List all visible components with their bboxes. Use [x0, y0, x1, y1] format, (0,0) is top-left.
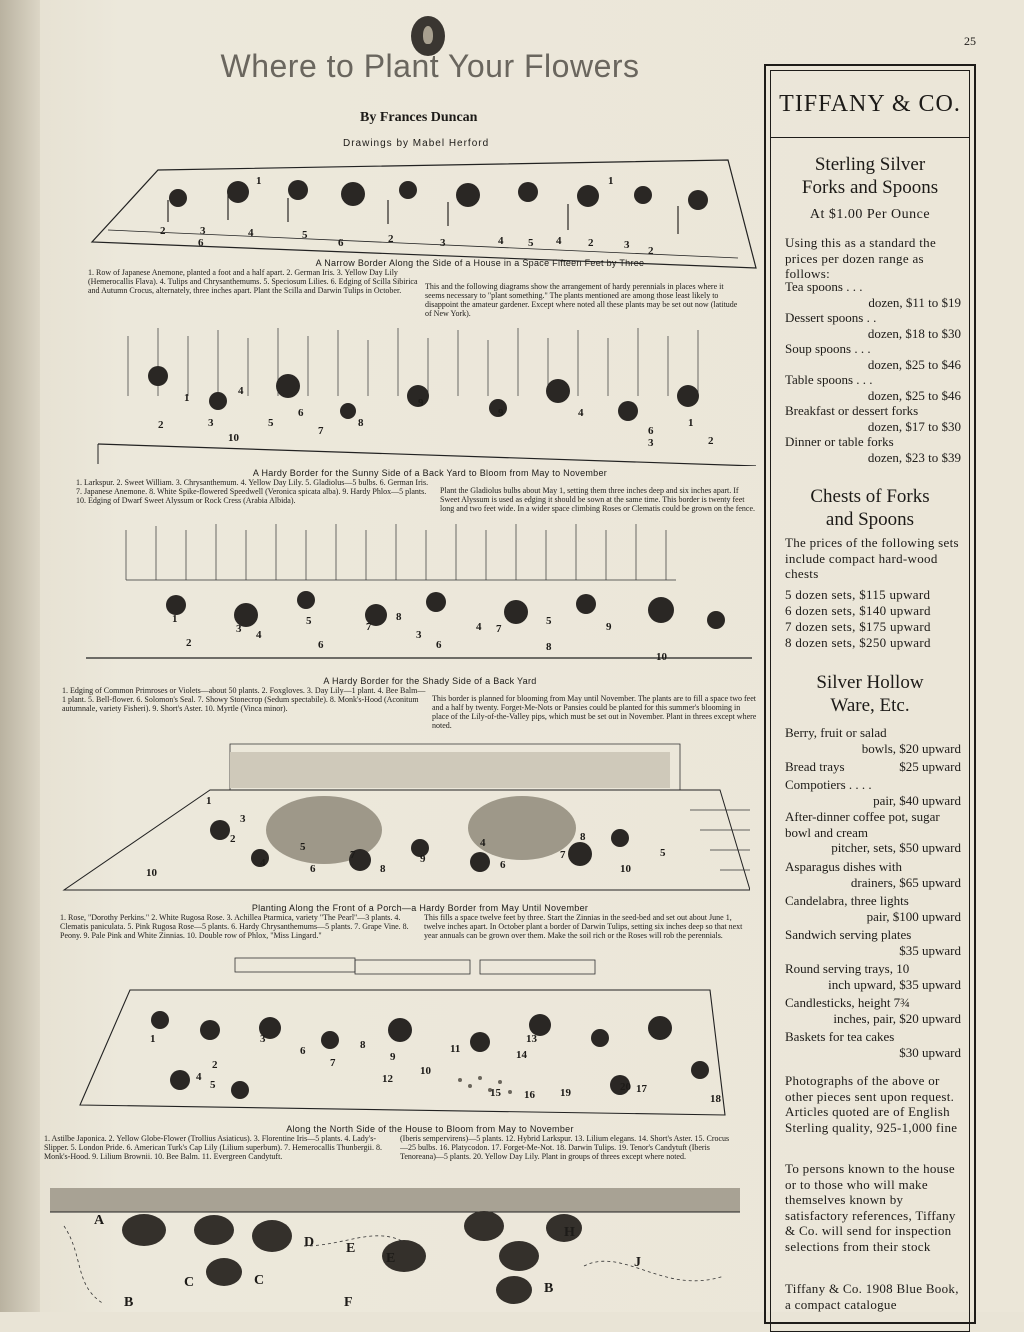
plant-label: 5 [306, 615, 312, 627]
plant-label: 6 [298, 407, 304, 419]
diagram-narrow-border [88, 150, 758, 275]
plant-label: 6 [300, 1045, 306, 1057]
diagram1-caption: A Narrow Border Along the Side of a House in a Space Fifteen Feet by Three [315, 258, 645, 268]
ad-price-row [785, 403, 961, 434]
plant-label: B [544, 1281, 554, 1296]
ad-item-name: Candelabra, three lights [785, 893, 909, 908]
plant-label: 3 [416, 629, 422, 641]
plant-label: 9 [498, 407, 504, 419]
plant-label: 3 [236, 623, 242, 635]
diagram5-note: (Iberis sempervirens)—5 plants. 12. Hybrid Larkspur. 13. Lilium elegans. 14. Short's Aster. 15. Crocus—25 bulbs. 16. Platycodon. 17. Forget-Me-Not. 18. Darwin Tulips. 19. Tenor's Candytuft (Iberis Tenoreana)—5 plants. 20. Yellow Day Lily. Plant in groups of threes except where noted. [400, 1134, 730, 1161]
ad-photos-text: Photographs of the above or other pieces sent upon request. Articles quoted are of English Sterling quality, 925-1,000 fine [785, 1073, 958, 1135]
page-number: 25 [964, 34, 976, 48]
ad-item-price: bowls, $20 upward [861, 740, 961, 756]
plant-label: 8 [358, 417, 364, 429]
plant-label: 3 [208, 417, 214, 429]
plant-label: 3 [624, 239, 630, 251]
plant-label: 4 [196, 1071, 202, 1083]
ad-item-price: pitcher, sets, $50 upward [831, 840, 961, 855]
ad-item-price: dozen, $18 to $30 [867, 325, 961, 341]
plant-label: 8 [546, 641, 552, 653]
page-gutter [0, 0, 40, 1312]
plant-label: 4 [238, 385, 244, 397]
ad-price-row [785, 777, 961, 808]
ad-item-name: Table spoons . . . [785, 372, 873, 387]
ad-item-name: Candlesticks, height 7¾ [785, 995, 910, 1010]
ad-section1-subtitle: At $1.00 Per Ounce [809, 207, 931, 222]
plant-label: 5 [660, 847, 666, 859]
ad-item-price: $35 upward [899, 942, 961, 958]
plant-label: 8 [396, 611, 402, 623]
ad-price-row [785, 725, 961, 756]
plant-label: 5 [302, 229, 308, 241]
plant-label: C [254, 1273, 265, 1288]
plant-label: 10 [228, 432, 239, 444]
plant-label: 17 [636, 1083, 647, 1095]
plant-label: 4 [480, 837, 486, 849]
plant-label: 9 [420, 853, 426, 865]
plant-label: 19 [560, 1087, 571, 1099]
plant-label: 1 [256, 175, 262, 187]
ad-item-name: Asparagus dishes with [785, 859, 902, 874]
plant-label: 16 [524, 1089, 535, 1101]
ad-section3-title: Silver Hollow Ware, Etc. [816, 672, 924, 716]
plant-label: 3 [648, 437, 654, 449]
ad-price-row [785, 809, 961, 856]
diagram3-legend: 1. Edging of Common Primroses or Violets—about 50 plants. 2. Foxgloves. 3. Day Lily—1 plant. 4. Bee Balm—1 plant. 5. Bell-flower. 6. Solomon's Seal. 7. Showy Stonecrop (Sedum spectabile). 8. Monk's-Hood (Aconitum autumnale, variety Fisheri). 9. Short's Aster. 10. Myrtle (Vinca minor). [62, 686, 426, 713]
ad-section1-intro: Using this as a standard the prices per dozen range as follows: [785, 235, 937, 281]
diagram3-caption: A Hardy Border for the Shady Side of a Back Yard [323, 676, 537, 686]
plant-label: 3 [240, 813, 246, 825]
diagram1-note: This and the following diagrams show the arrangement of hardy perennials in places where it seems necessary to "plant something." The plants mentioned are among those least likely to disappoint the amateur gardener. Except where noted all these plants may be set out now (latitude of New York). [425, 282, 738, 318]
plant-label: 1 [206, 795, 212, 807]
diagram2-note: Plant the Gladiolus bulbs about May 1, setting them three inches deep and six inches apart. If Sweet Alyssum is used as edging it should be sown at the same time. This border is twenty feet long and two feet wide. In a wider space climbing Roses or Clematis could be grown on the fence. [440, 486, 756, 513]
plant-label: 3 [200, 225, 206, 237]
ad-item-name: Soup spoons . . . [785, 341, 871, 356]
plant-label: 10 [620, 863, 631, 875]
ad-item-price: $25 upward [899, 759, 961, 774]
ad-price-row [785, 995, 961, 1026]
plant-label: 8 [360, 1039, 366, 1051]
ad-item-price: drainers, $65 upward [850, 874, 961, 890]
plant-label: 1 [608, 175, 614, 187]
plant-label: 5 [210, 1079, 216, 1091]
ad-item-name: Tea spoons . . . [785, 279, 863, 294]
plant-label: 1 [172, 613, 178, 625]
ad-set-row: 7 dozen sets, $175 upward [785, 619, 931, 634]
plant-label: 11 [450, 1043, 461, 1055]
diagram4-caption: Planting Along the Front of a Porch—a Hardy Border from May Until November [251, 903, 589, 913]
plant-label: F [344, 1295, 353, 1310]
diagram-narrow-border-drawing [88, 150, 758, 275]
ad-brand: TIFFANY & CO. [771, 71, 969, 138]
ad-section1-title: Sterling Silver Forks and Spoons [801, 154, 939, 198]
ad-price-row [785, 927, 961, 958]
diagram2-caption: A Hardy Border for the Sunny Side of a Back Yard to Bloom from May to November [252, 468, 608, 478]
plant-label: 1 [150, 1033, 156, 1045]
diagram4-legend: 1. Rose, "Dorothy Perkins." 2. White Rugosa Rose. 3. Achillea Ptarmica, variety "The Pearl"—3 plants. 4. Clematis paniculata. 5. Pink Rugosa Rose—5 plants. 6. Hardy Chrysanthemums—5 plants. 7. Grape Vine. 8. Peony. 9. Pale Pink and White Zinnias. 10. Double row of Phlox, "Miss Lingard." [60, 913, 409, 940]
plant-label: 1 [688, 417, 694, 429]
diagram5-legend: 1. Astilbe Japonica. 2. Yellow Globe-Flower (Trollius Asiaticus). 3. Florentine Iris—5 plants. 4. Lady's-Slipper. 5. London Pride. 6. American Turk's Cap Lily (Lilium superbum). 7. Hemerocallis Thunbergii. 8. Monk's-Hood. 9. Lilium Brownii. 10. Bee Balm. 11. Evergreen Candytuft. [44, 1134, 382, 1161]
plant-label: 2 [212, 1059, 218, 1071]
ad-price-row [785, 759, 961, 775]
diagram2-legend: 1. Larkspur. 2. Sweet William. 3. Chrysanthemum. 4. Yellow Day Lily. 5. Gladiolus—5 bulbs. 6. German Iris. 7. Japanese Anemone. 8. White Spike-flowered Speedwell (Veronica spicata alba). 9. Hardy Phlox—5 plants. 10. Edging of Dwarf Sweet Alyssum or Rock Cress (Arabia Albida). [76, 478, 429, 505]
plant-label: 4 [578, 407, 584, 419]
plant-label: D [304, 1235, 315, 1250]
ad-item-price: inches, pair, $20 upward [833, 1010, 961, 1026]
ad-price-row [785, 893, 961, 924]
ad-price-row [785, 434, 961, 465]
plant-label: 7 [560, 849, 566, 861]
ad-item-price: dozen, $17 to $30 [867, 418, 961, 434]
plant-label: 2 [708, 435, 714, 447]
plant-label: 12 [382, 1073, 393, 1085]
plant-label: 6 [500, 859, 506, 871]
ad-item-name: Compotiers . . . . [785, 777, 872, 792]
tiffany-advertisement [764, 64, 976, 1324]
diagram1-legend: 1. Row of Japanese Anemone, planted a foot and a half apart. 2. German Iris. 3. Yellow Day Lily (Hemerocallis Flava). 4. Tulips and Chrysanthemums. 5. Speciosum Lilies. 6. Edging of Scilla Sibirica and Autumn Crocus, alternately, three inches apart. Plant the Scilla and Darwin Tulips in October. [88, 268, 418, 295]
ad-item-price: dozen, $25 to $46 [867, 387, 961, 403]
plant-label: 6 [436, 639, 442, 651]
plant-label: E [346, 1241, 356, 1256]
plant-label: 8 [380, 863, 386, 875]
ad-price-row [785, 961, 961, 992]
ad-item-name: Bread trays [785, 759, 845, 774]
diagram-north-side-drawing [60, 950, 750, 1122]
diagram-shady-border-drawing [76, 520, 756, 670]
illustrator-credit: Drawings by Mabel Herford [343, 138, 490, 149]
plant-label: C [184, 1275, 195, 1290]
ad-item-name: Berry, fruit or salad [785, 725, 887, 740]
ad-set-row: 5 dozen sets, $115 upward [785, 587, 931, 602]
diagram5-caption: Along the North Side of the House to Bloom from May to November [286, 1124, 574, 1134]
diagram-sunny-border-drawing [88, 316, 758, 466]
plant-label: 1 [184, 392, 190, 404]
plant-label: H [564, 1225, 575, 1240]
plant-label: 13 [526, 1033, 537, 1045]
ad-price-row [785, 310, 961, 341]
plant-label: 6 [648, 425, 654, 437]
plant-label: 5 [268, 417, 274, 429]
plant-label: 4 [498, 235, 504, 247]
plant-label: 7 [318, 425, 324, 437]
diagram-north-side [60, 950, 750, 1122]
ad-item-price: $30 upward [899, 1044, 961, 1060]
plant-label: 6 [310, 863, 316, 875]
ad-section2-intro: The prices of the following sets include compact hard-wood chests [785, 535, 959, 581]
ad-section2-title: Chests of Forks and Spoons [810, 486, 930, 530]
plant-label: 6 [198, 237, 204, 249]
ad-item-name: After-dinner coffee pot, sugar bowl and cream [785, 809, 940, 840]
ad-item-name: Sandwich serving plates [785, 927, 912, 942]
plant-label: 3 [440, 237, 446, 249]
diagram3-note: This border is planned for blooming from May until November. The plants are to fill a space two feet and a half by twenty. Forget-Me-Nots or Pansies could be planted for this summer's blooming in place of the Lily-of-the-Valley pips, which must be set out in November. Plant in threes except where noted. [432, 694, 757, 730]
plant-label: 18 [710, 1093, 721, 1105]
plant-label: 10 [420, 1065, 431, 1077]
ad-item-price: dozen, $23 to $39 [867, 449, 961, 465]
ad-item-price: dozen, $11 to $19 [868, 294, 961, 310]
ad-inspection-text: To persons known to the house or to those who will make themselves known by satisfactory references, Tiffany & Co. will send for inspection selections from their stock [785, 1161, 956, 1254]
ad-item-price: inch upward, $35 upward [828, 976, 961, 992]
diagram-porch-border [60, 730, 750, 898]
plant-label: 2 [158, 419, 164, 431]
plant-label: 2 [388, 233, 394, 245]
ad-price-row [785, 341, 961, 372]
plant-label: A [94, 1213, 105, 1228]
plant-label: 2 [230, 833, 236, 845]
plant-label: 7 [330, 1057, 336, 1069]
ad-item-name: Baskets for tea cakes [785, 1029, 895, 1044]
plant-label: 6 [338, 237, 344, 249]
plant-label: 9 [390, 1051, 396, 1063]
ad-price-row [785, 279, 961, 310]
plant-label: 10 [146, 867, 157, 879]
plant-label: 4 [476, 621, 482, 633]
ad-item-name: Dinner or table forks [785, 434, 894, 449]
plant-label: 15 [490, 1087, 501, 1099]
plant-label: 5 [300, 841, 306, 853]
plant-label: 2 [588, 237, 594, 249]
ad-item-name: Dessert spoons . . [785, 310, 877, 325]
plant-label: 8 [580, 831, 586, 843]
plant-label: 2 [186, 637, 192, 649]
diagram-shady-border [76, 520, 756, 670]
plant-label: J [634, 1255, 641, 1270]
ad-item-name: Round serving trays, 10 [785, 961, 910, 976]
plant-label: 2 [160, 225, 166, 237]
ad-item-name: Breakfast or dessert forks [785, 403, 919, 418]
ad-price-row [785, 372, 961, 403]
plant-label: E [386, 1251, 396, 1266]
ad-bluebook-text: Tiffany & Co. 1908 Blue Book, a compact catalogue [785, 1281, 959, 1312]
article-byline: By Frances Duncan [360, 110, 478, 125]
ad-item-price: pair, $100 upward [866, 908, 961, 924]
plant-label: 4 [256, 629, 262, 641]
article-title: Where to Plant Your Flowers [220, 48, 640, 84]
plant-label: 6 [318, 639, 324, 651]
plant-label: 4 [556, 235, 562, 247]
plant-label: 14 [516, 1049, 527, 1061]
plant-label: 2 [648, 245, 654, 257]
ad-inner-border [770, 70, 970, 1332]
diagram-porch-border-drawing [60, 730, 750, 898]
ad-set-row: 6 dozen sets, $140 upward [785, 603, 931, 618]
ad-item-price: dozen, $25 to $46 [867, 356, 961, 372]
ad-price-row [785, 859, 961, 890]
plant-label: 7 [366, 621, 372, 633]
plant-label: 9 [606, 621, 612, 633]
plant-label: 20 [620, 1081, 631, 1093]
plant-label: 5 [528, 237, 534, 249]
diagram4-note: This fills a space twelve feet by three. Start the Zinnias in the seed-bed and set out about June 1, twelve inches apart. In October plant a border of Darwin Tulips, setting six inches deep so that next year annuals can be grown over them. Make the soil rich or the Roses will rob the perennials. [424, 913, 743, 940]
diagram-garden-plan [44, 1186, 750, 1312]
plant-label: 10 [656, 651, 667, 663]
plant-label: 4 [260, 857, 266, 869]
plant-label: 7 [350, 849, 356, 861]
diagram-sunny-border [88, 316, 758, 466]
ad-set-row: 8 dozen sets, $250 upward [785, 635, 931, 650]
plant-label: 3 [260, 1033, 266, 1045]
ad-item-price: pair, $40 upward [873, 792, 961, 808]
plant-label: 5 [546, 615, 552, 627]
ad-price-row [785, 1029, 961, 1060]
plant-label: 4 [248, 227, 254, 239]
diagram-garden-plan-drawing [44, 1186, 750, 1312]
plant-label: 7 [496, 623, 502, 635]
plant-label: 9 [418, 397, 424, 409]
plant-label: B [124, 1295, 134, 1310]
